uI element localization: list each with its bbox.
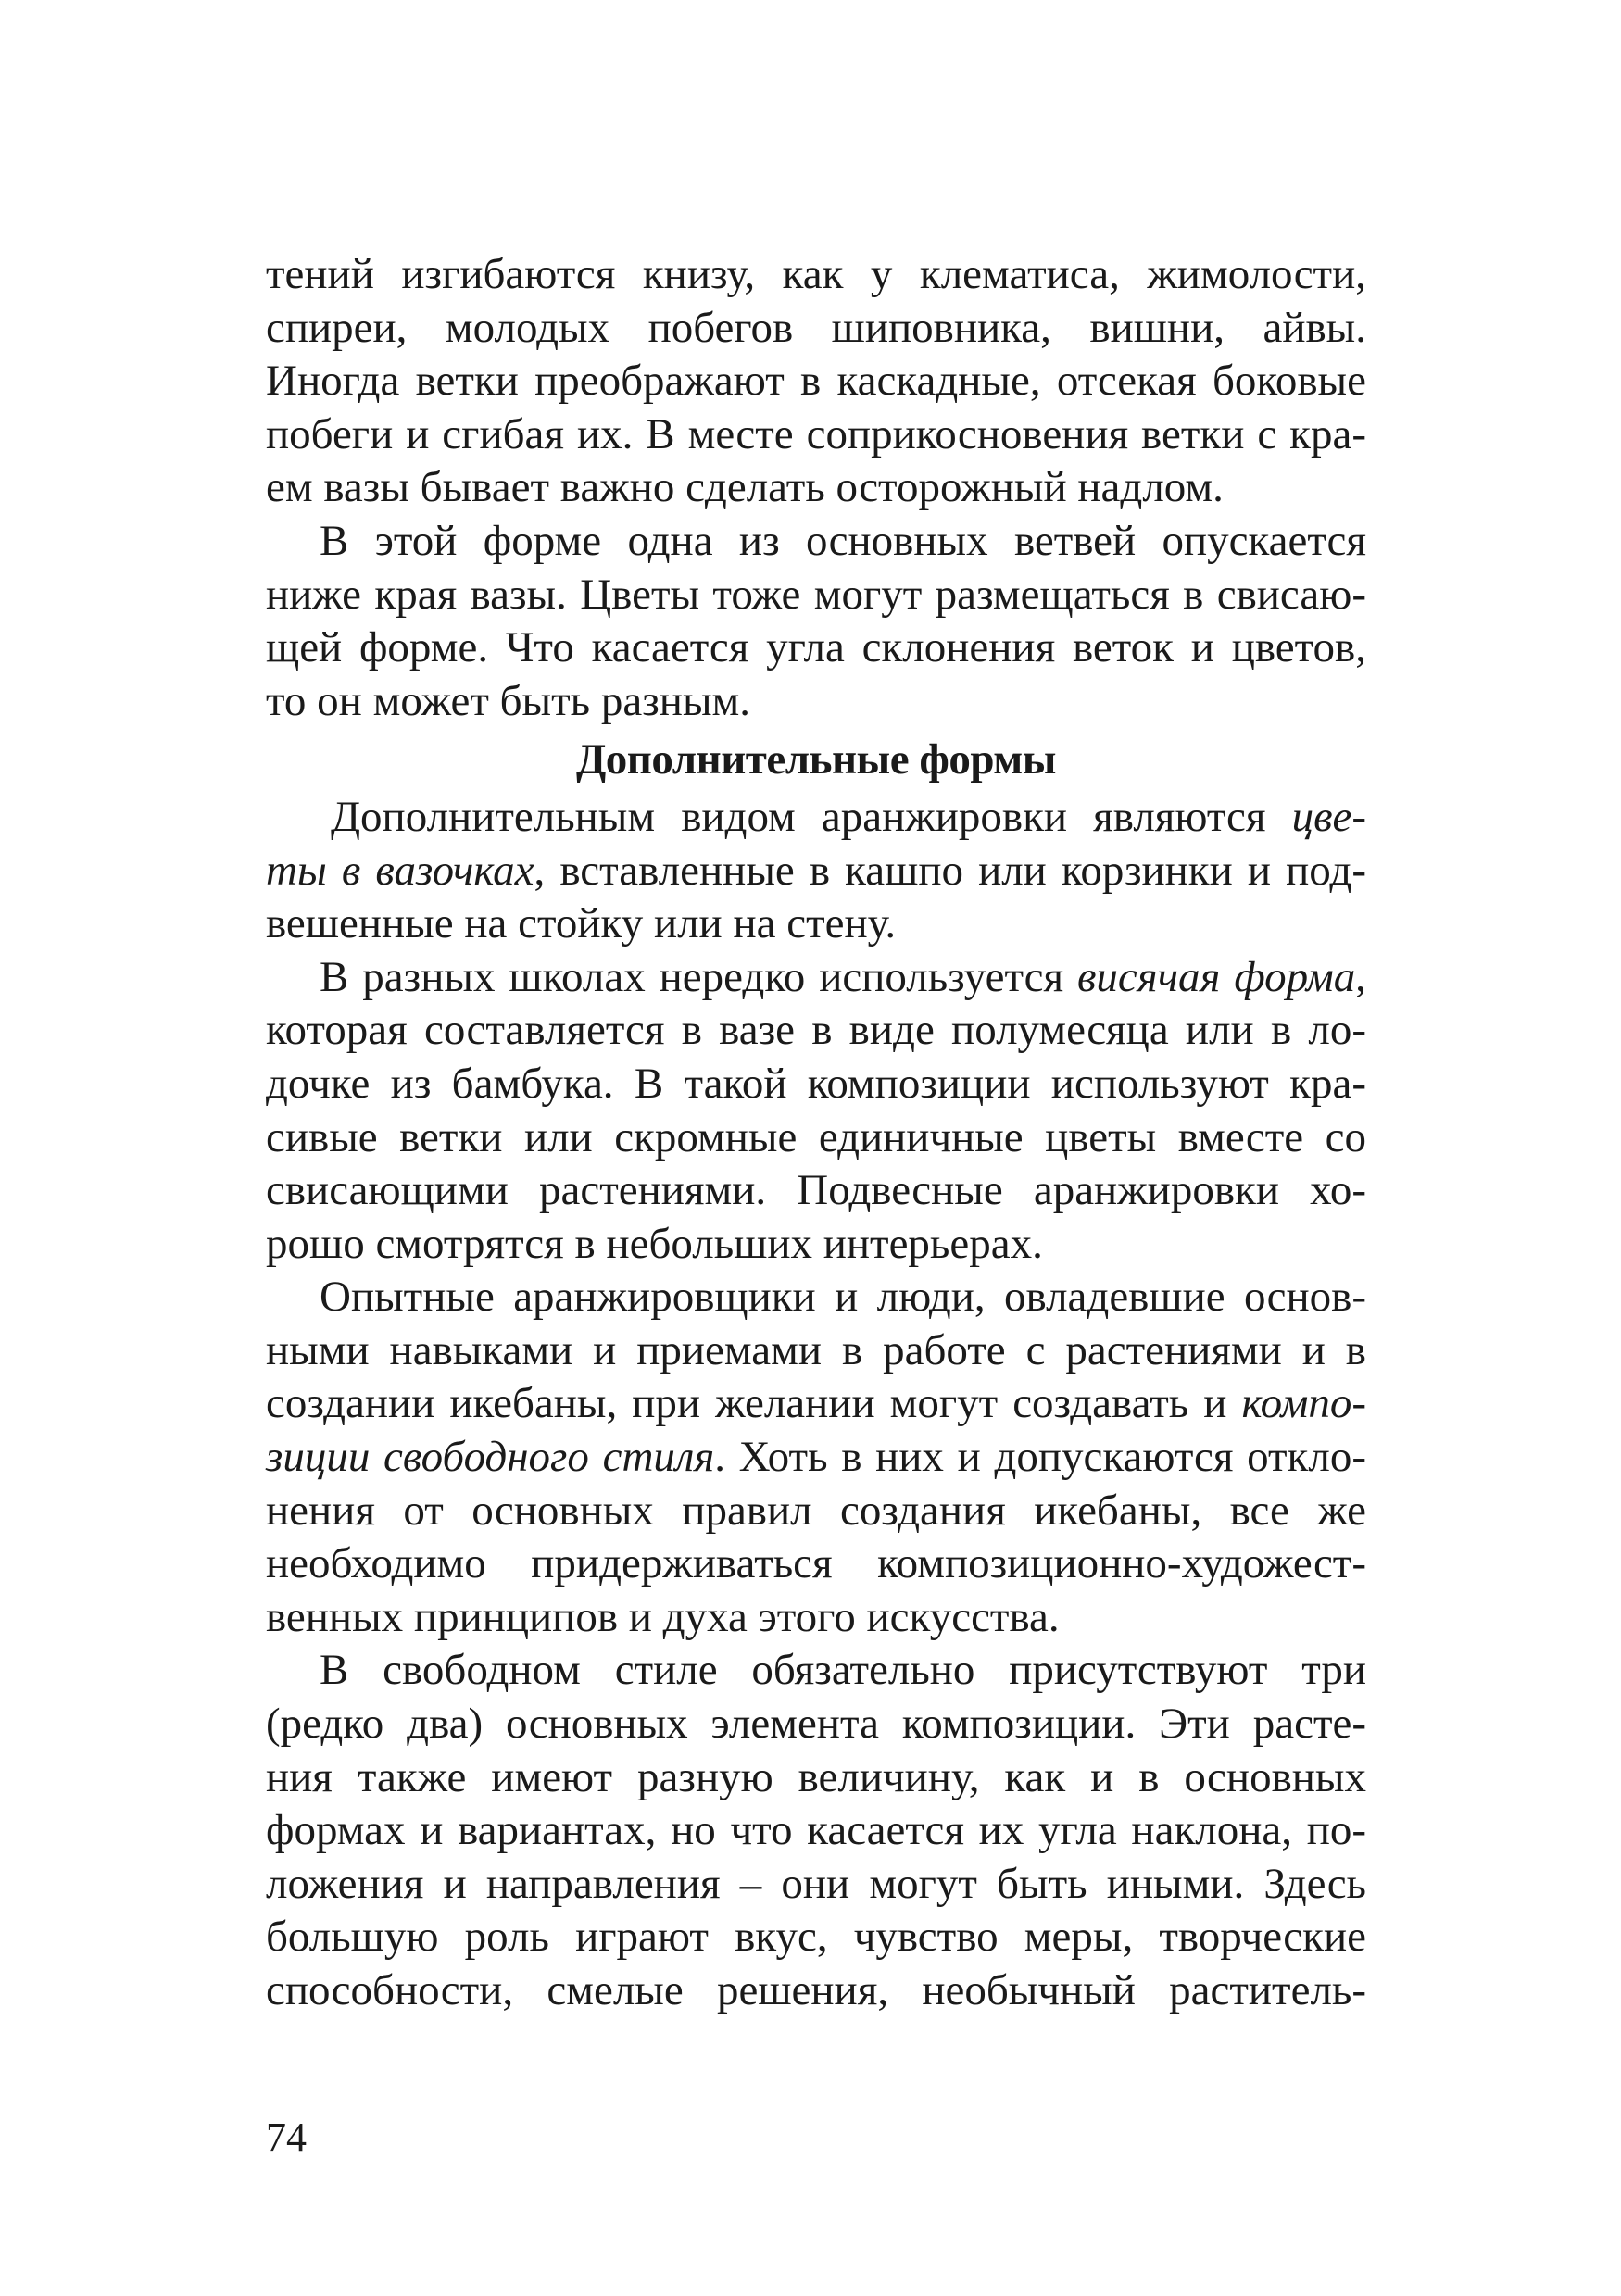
text-line: которая составляется в вазе в виде полумесяца или в ло- bbox=[266, 1006, 1366, 1055]
text-line: ложения и направления – они могут быть иными. Здесь bbox=[266, 1859, 1366, 1908]
text-line: ния также имеют разную величину, как и в основных bbox=[266, 1752, 1366, 1801]
text-line: В этой форме одна из основных ветвей опускается bbox=[320, 516, 1366, 565]
text-line: спиреи, молодых побегов шиповника, вишни, айвы. bbox=[266, 303, 1366, 352]
page-number: 74 bbox=[266, 2114, 307, 2160]
text-line: тений изгибаются книзу, как у клематиса, жимолости, bbox=[266, 250, 1366, 298]
text-line: щей форме. Что касается угла склонения веток и цветов, bbox=[266, 623, 1366, 672]
text-run: создании икебаны, при желании могут создавать и bbox=[266, 1379, 1242, 1428]
text-line bbox=[266, 845, 1366, 898]
text-line: ными навыками и приемами в работе с растениями и в bbox=[266, 1325, 1366, 1374]
text-line: вешенные на стойку или на стену. bbox=[266, 899, 897, 948]
text-line: рошо смотрятся в небольших интерьерах. bbox=[266, 1219, 1043, 1268]
text-line: нения от основных правил создания икебаны, все же bbox=[266, 1486, 1366, 1535]
text-line bbox=[266, 1431, 1366, 1485]
text-run: , bbox=[1355, 952, 1366, 1001]
body-text bbox=[266, 248, 1366, 2018]
paragraph-2 bbox=[266, 515, 1366, 728]
text-line: то он может быть разным. bbox=[266, 676, 751, 725]
text-line: ем вазы бывает важно сделать осторожный надлом. bbox=[266, 463, 1224, 512]
section-heading: Дополнительные формы bbox=[575, 735, 1057, 784]
text-line: сивые ветки или скромные единичные цветы вместе со bbox=[266, 1112, 1366, 1161]
text-line: В свободном стиле обязательно присутствуют три bbox=[320, 1646, 1366, 1695]
text-line: способности, смелые решения, необычный раститель- bbox=[266, 1966, 1366, 2014]
text-line bbox=[266, 951, 1366, 1005]
text-line bbox=[266, 1377, 1366, 1431]
italic-term: зиции свободного стиля bbox=[266, 1433, 715, 1482]
paragraph-5 bbox=[266, 1271, 1366, 1644]
italic-term: ты в вазочках bbox=[266, 846, 534, 895]
text-line: венных принципов и духа этого искусства. bbox=[266, 1592, 1060, 1641]
italic-term: висячая форма bbox=[1077, 952, 1356, 1001]
text-line: ниже края вазы. Цветы тоже могут размещаться в свисаю- bbox=[266, 570, 1366, 619]
text-line: необходимо придерживаться композиционно-художест- bbox=[266, 1539, 1366, 1588]
text-line: Опытные аранжировщики и люди, овладевшие основ- bbox=[320, 1273, 1366, 1322]
text-line: побеги и сгибая их. В месте соприкосновения ветки с кра- bbox=[266, 409, 1366, 458]
text-run: Дополнительным видом аранжировки являются bbox=[331, 792, 1292, 841]
text-line: большую роль играют вкус, чувство меры, творческие bbox=[266, 1913, 1366, 1962]
text-line bbox=[266, 791, 1366, 845]
text-line: (редко два) основных элемента композиции. Эти расте- bbox=[266, 1700, 1366, 1749]
paragraph-3 bbox=[266, 791, 1366, 951]
text-run: В разных школах нередко используется bbox=[320, 952, 1078, 1001]
text-line: дочке из бамбука. В такой композиции используют кра- bbox=[266, 1059, 1366, 1108]
italic-term: цве- bbox=[1291, 792, 1366, 841]
text-run: , вставленные в кашпо или корзинки и под- bbox=[534, 846, 1366, 895]
paragraph-1 bbox=[266, 248, 1366, 515]
text-run: . Хоть в них и допускаются откло- bbox=[714, 1433, 1366, 1482]
text-line: формах и вариантах, но что касается их угла наклона, по- bbox=[266, 1806, 1366, 1855]
text-line: Иногда ветки преображают в каскадные, отсекая боковые bbox=[266, 357, 1366, 406]
paragraph-4 bbox=[266, 951, 1366, 1272]
text-line: свисающими растениями. Подвесные аранжировки хо- bbox=[266, 1166, 1366, 1215]
italic-term: компо- bbox=[1241, 1379, 1366, 1428]
paragraph-6 bbox=[266, 1644, 1366, 2017]
